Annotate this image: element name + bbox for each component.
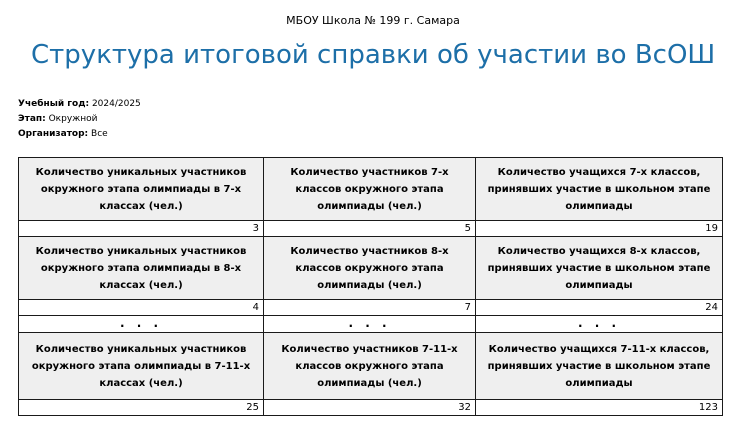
header-cell-school-stage: Количество учащихся 8-х классов, принявших участие в школьном этапе олимпиады [476, 237, 723, 300]
value-cell: 3 [19, 221, 264, 237]
header-row-7 [19, 158, 723, 221]
value-row-8 [19, 300, 723, 316]
value-cell: 19 [476, 221, 723, 237]
meta-stage-value: Окружной [48, 114, 98, 124]
value-cell: 32 [264, 400, 476, 416]
header-cell-unique-participants: Количество уникальных участников окружного этапа олимпиады в 7-11-х классах (чел.) [19, 333, 264, 400]
value-cell: 123 [476, 400, 723, 416]
header-row-8 [19, 237, 723, 300]
header-cell-participants: Количество участников 7-х классов окружного этапа олимпиады (чел.) [264, 158, 476, 221]
header-cell-unique-participants: Количество уникальных участников окружного этапа олимпиады в 8-х классах (чел.) [19, 237, 264, 300]
report-meta [18, 97, 141, 142]
value-cell: 7 [264, 300, 476, 316]
ellipsis-row [19, 316, 723, 333]
ellipsis-cell: · · · [476, 316, 723, 333]
value-cell: 5 [264, 221, 476, 237]
value-cell: 4 [19, 300, 264, 316]
header-cell-unique-participants: Количество уникальных участников окружного этапа олимпиады в 7-х классах (чел.) [19, 158, 264, 221]
meta-year [18, 97, 141, 112]
meta-organizer-label: Организатор: [18, 129, 89, 139]
school-name: МБОУ Школа № 199 г. Самара [286, 14, 460, 27]
value-cell: 25 [19, 400, 264, 416]
ellipsis-cell: · · · [264, 316, 476, 333]
header-cell-school-stage: Количество учащихся 7-11-х классов, принявших участие в школьном этапе олимпиады [476, 333, 723, 400]
meta-year-value: 2024/2025 [91, 99, 141, 109]
summary-table [18, 157, 723, 416]
meta-organizer-value: Все [91, 129, 108, 139]
value-cell: 24 [476, 300, 723, 316]
page-title: Структура итоговой справки об участии во ВсОШ [31, 40, 716, 70]
header-row-7-11 [19, 333, 723, 400]
meta-year-label: Учебный год: [18, 99, 90, 109]
meta-organizer [18, 127, 141, 142]
value-row-7-11 [19, 400, 723, 416]
header-cell-participants: Количество участников 8-х классов окружного этапа олимпиады (чел.) [264, 237, 476, 300]
ellipsis-cell: · · · [19, 316, 264, 333]
header-cell-school-stage: Количество учащихся 7-х классов, принявших участие в школьном этапе олимпиады [476, 158, 723, 221]
meta-stage [18, 112, 141, 127]
header-cell-participants: Количество участников 7-11-х классов окружного этапа олимпиады (чел.) [264, 333, 476, 400]
value-row-7 [19, 221, 723, 237]
meta-stage-label: Этап: [18, 114, 46, 124]
